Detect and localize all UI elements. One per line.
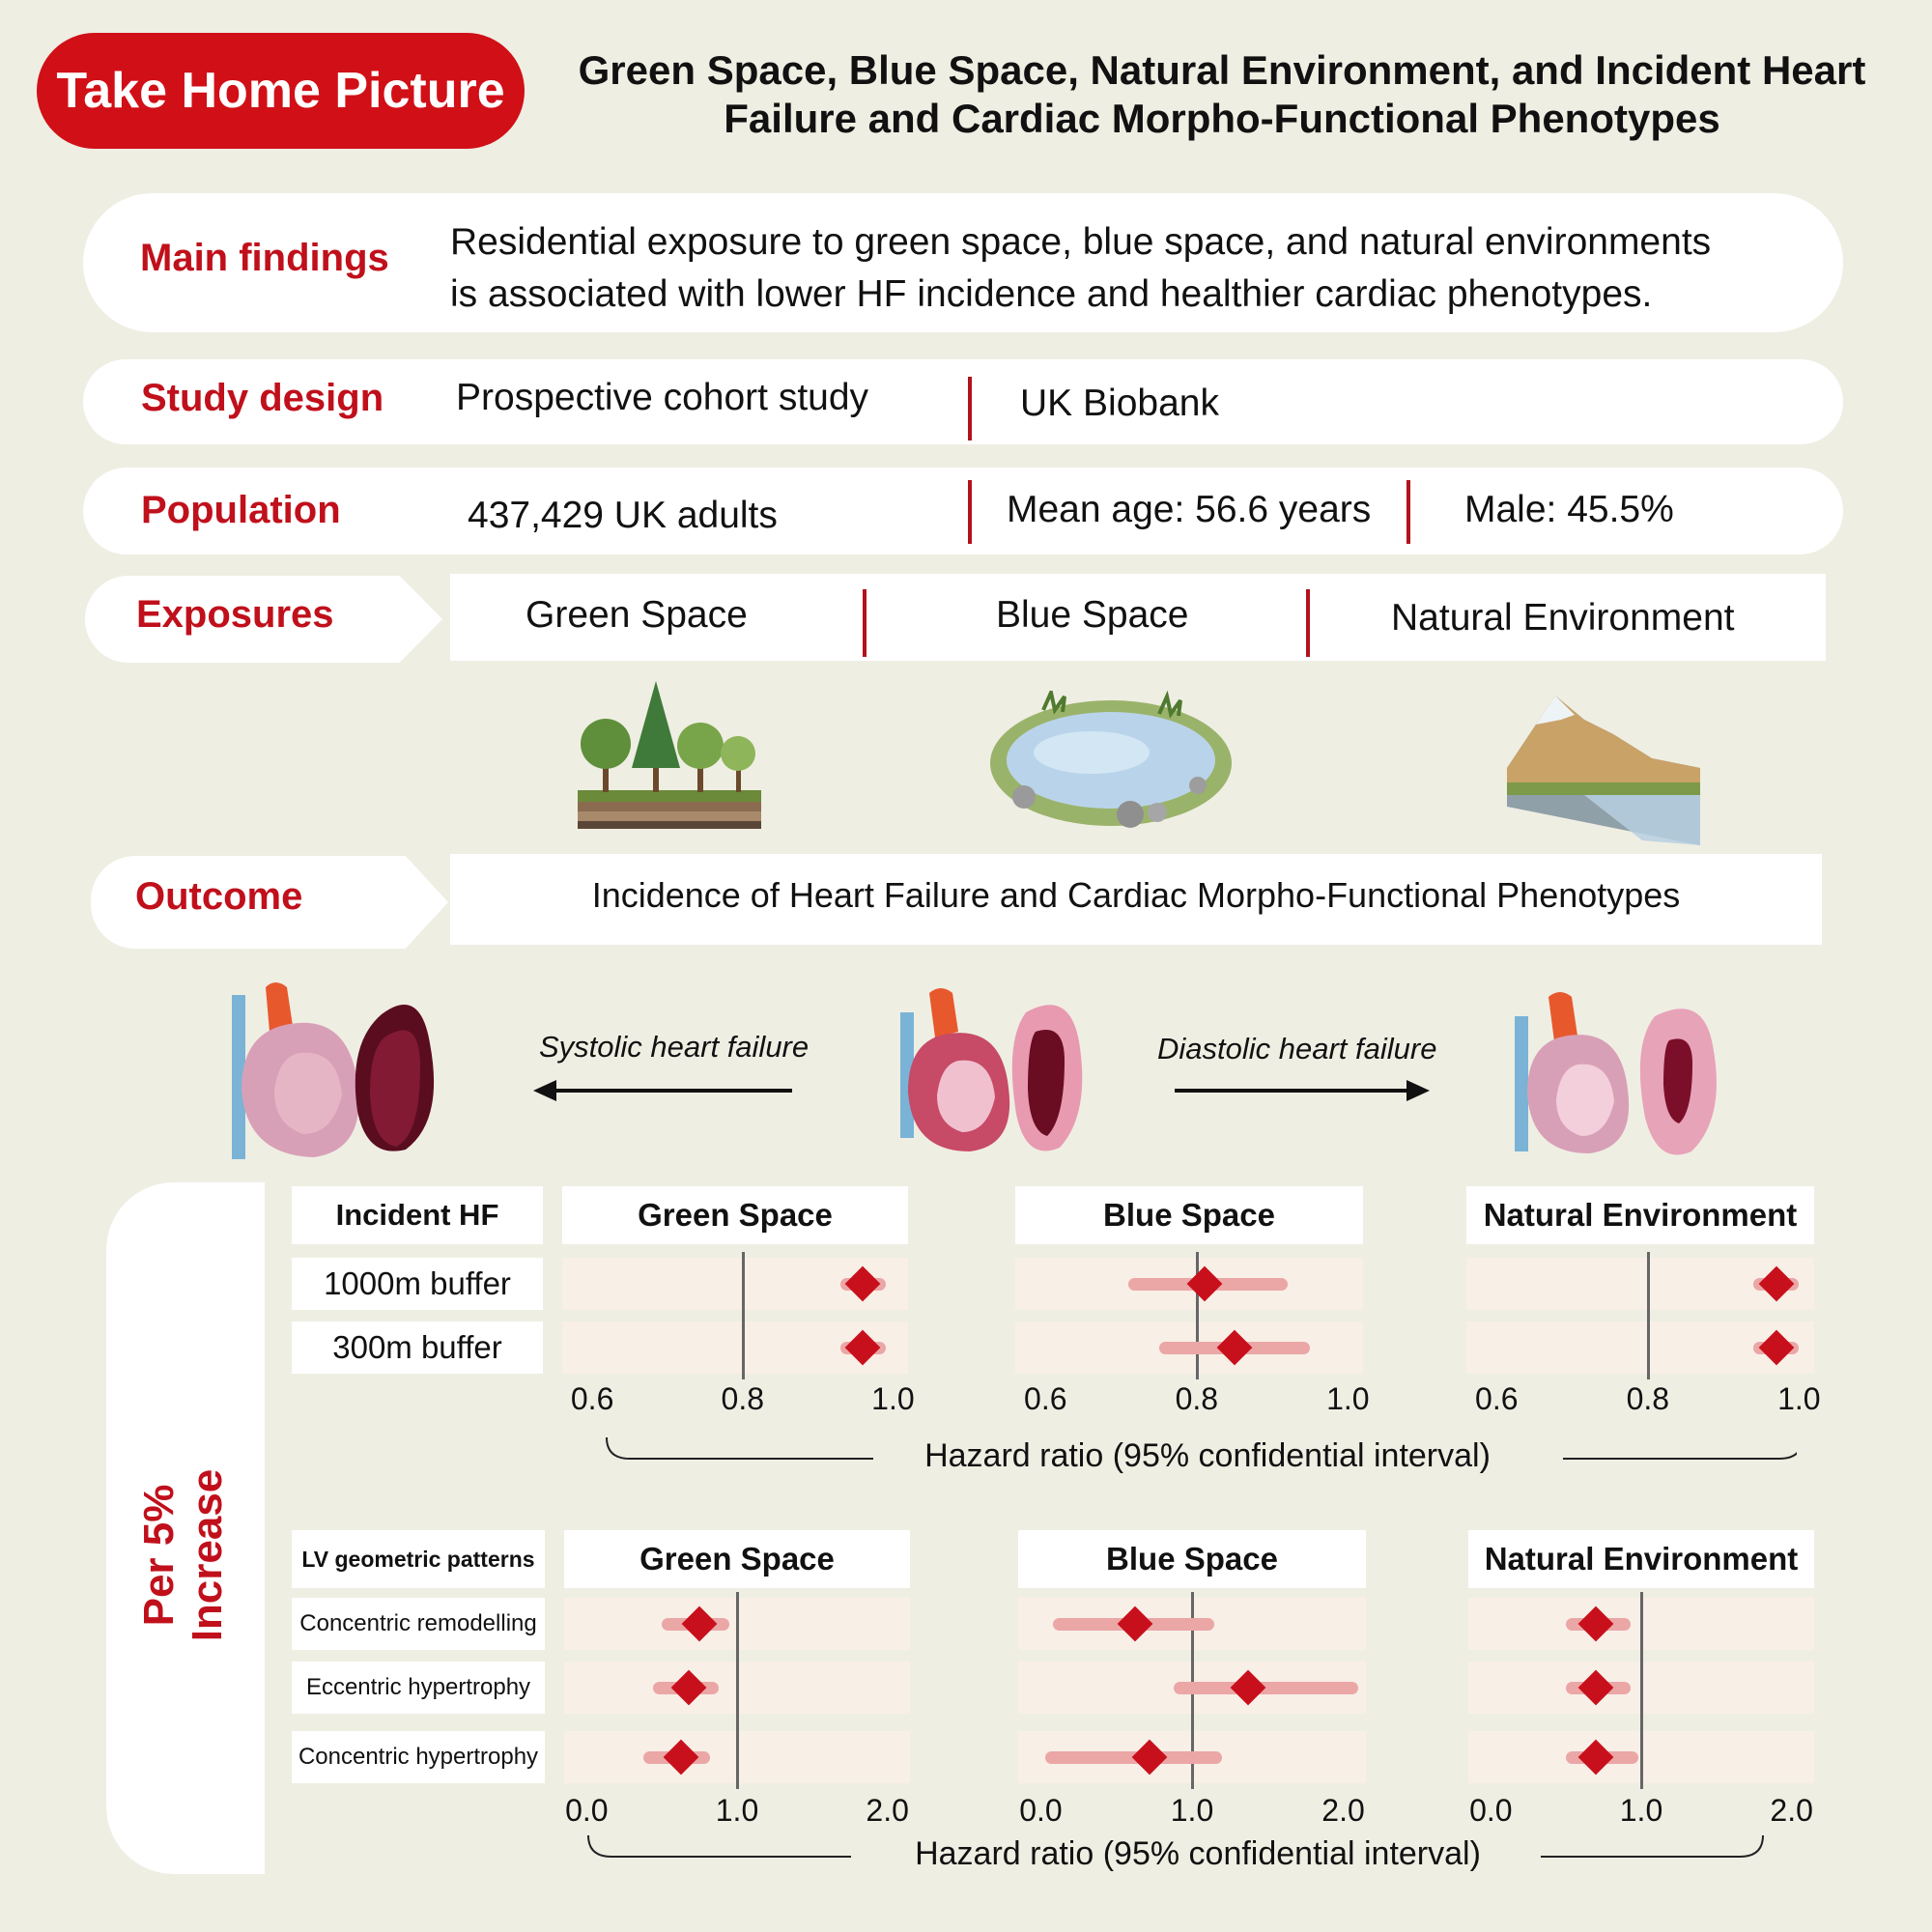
- divider: [968, 377, 972, 440]
- tick-label: 0.8: [721, 1381, 765, 1416]
- outcome-text: Incidence of Heart Failure and Cardiac Morpho-Functional Phenotypes: [591, 875, 1681, 915]
- panel-header: LV geometric patterns: [292, 1530, 545, 1588]
- side-label: Per 5% Increase: [135, 1468, 231, 1642]
- row-label: Concentric hypertrophy: [292, 1731, 545, 1783]
- tick-label: 0.0: [565, 1793, 609, 1828]
- title-line-1: Green Space, Blue Space, Natural Environment, and Incident Heart: [578, 47, 1866, 93]
- series-header: Blue Space: [1018, 1530, 1366, 1588]
- row-label: Concentric remodelling: [292, 1598, 545, 1650]
- reference-line: [736, 1592, 739, 1789]
- row-label: Eccentric hypertrophy: [292, 1662, 545, 1714]
- exposure-blue: Blue Space: [996, 594, 1189, 636]
- title-line-2: Failure and Cardiac Morpho-Functional Phenotypes: [724, 96, 1720, 141]
- series-header: Natural Environment: [1468, 1530, 1814, 1588]
- study-design-label: Study design: [141, 377, 384, 419]
- tick-label: 1.0: [1619, 1793, 1663, 1828]
- tick-label: 1.0: [1170, 1793, 1214, 1828]
- heart-left-illustration: [213, 976, 473, 1159]
- tick-label: 0.6: [1024, 1381, 1067, 1416]
- tick-label: 2.0: [866, 1793, 909, 1828]
- page-title: [541, 46, 1903, 143]
- systolic-label: Systolic heart failure: [539, 1030, 810, 1064]
- population-label: Population: [141, 489, 341, 531]
- series-header: Green Space: [562, 1186, 908, 1244]
- series-header: Natural Environment: [1466, 1186, 1814, 1244]
- outcome-label: Outcome: [135, 875, 303, 918]
- series-header: Blue Space: [1015, 1186, 1363, 1244]
- study-design-source: UK Biobank: [1020, 383, 1219, 424]
- exposures-label: Exposures: [136, 593, 334, 636]
- reference-line: [1640, 1592, 1643, 1789]
- tick-label: 1.0: [715, 1793, 759, 1828]
- divider: [968, 480, 972, 544]
- population-age: Mean age: 56.6 years: [1007, 489, 1372, 530]
- tick-label: 0.6: [570, 1381, 614, 1416]
- lake-illustration: [985, 691, 1236, 836]
- population-count: 437,429 UK adults: [468, 495, 778, 536]
- divider: [863, 589, 867, 657]
- series-header: Green Space: [564, 1530, 910, 1588]
- main-findings-text: [450, 216, 1711, 321]
- right-arrow: [1175, 1076, 1430, 1105]
- reference-line: [1647, 1252, 1650, 1379]
- axis-caption-top: Hazard ratio (95% confidential interval): [924, 1437, 1491, 1474]
- exposure-green: Green Space: [526, 594, 748, 636]
- row-label: 300m buffer: [292, 1321, 543, 1374]
- take-home-badge: Take Home Picture: [37, 33, 525, 149]
- main-findings-label: Main findings: [140, 237, 389, 279]
- tick-label: 1.0: [871, 1381, 915, 1416]
- heart-center-illustration: [881, 983, 1132, 1157]
- forest-illustration: [574, 676, 767, 831]
- tick-label: 2.0: [1770, 1793, 1813, 1828]
- confidence-interval: [1174, 1682, 1358, 1694]
- tick-label: 0.0: [1469, 1793, 1513, 1828]
- row-label: 1000m buffer: [292, 1258, 543, 1310]
- study-design-type: Prospective cohort study: [456, 377, 869, 418]
- divider: [1306, 589, 1310, 657]
- heart-right-illustration: [1495, 987, 1756, 1161]
- tick-label: 1.0: [1326, 1381, 1370, 1416]
- tick-label: 0.6: [1475, 1381, 1519, 1416]
- axis-caption-bottom: Hazard ratio (95% confidential interval): [915, 1835, 1481, 1872]
- exposure-natural: Natural Environment: [1391, 597, 1735, 639]
- tick-label: 0.0: [1019, 1793, 1063, 1828]
- tick-label: 2.0: [1321, 1793, 1365, 1828]
- left-arrow: [533, 1076, 796, 1105]
- tick-label: 1.0: [1777, 1381, 1821, 1416]
- population-male: Male: 45.5%: [1464, 489, 1674, 530]
- main-findings-line-2: is associated with lower HF incidence and healthier cardiac phenotypes.: [450, 273, 1653, 315]
- panel-header: Incident HF: [292, 1186, 543, 1244]
- mountain-illustration: [1497, 681, 1710, 850]
- divider: [1406, 480, 1410, 544]
- tick-label: 0.8: [1626, 1381, 1670, 1416]
- main-findings-line-1: Residential exposure to green space, blue space, and natural environments: [450, 221, 1712, 263]
- tick-label: 0.8: [1175, 1381, 1219, 1416]
- reference-line: [742, 1252, 745, 1379]
- diastolic-label: Diastolic heart failure: [1157, 1032, 1437, 1065]
